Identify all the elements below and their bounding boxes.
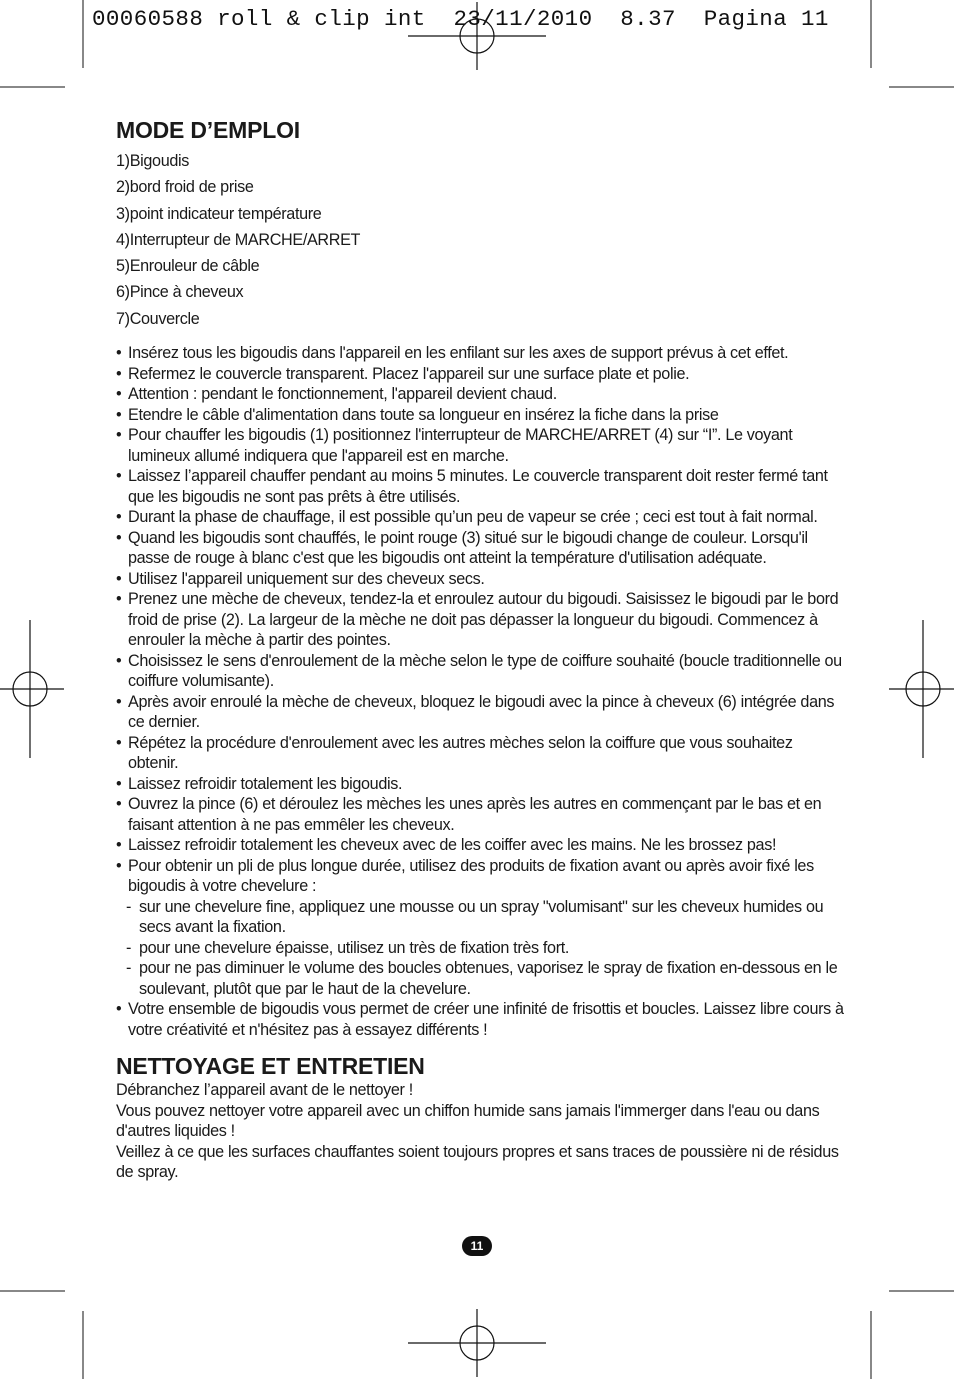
instruction-item: • Prenez une mèche de cheveux, tendez-la et enroulez autour du bigoudi. Saisissez le bigoudi par le bord froid de prise (2). La largeur de la mèche ne doit pas dépasser la longueur du bigoudi. Commencez à enrouler la mèche à partir des pointes.: [116, 589, 844, 651]
cleaning-text: [116, 1080, 844, 1183]
instruction-item: • Laissez l’appareil chauffer pendant au moins 5 minutes. Le couvercle transparent doit rester fermé tant que les bigoudis ne sont pas prêts à être utilisés.: [116, 466, 844, 507]
instruction-item: • Choisissez le sens d'enroulement de la mèche selon le type de coiffure souhaité (boucle traditionnelle ou coiffure volumisante).: [116, 651, 844, 692]
section-title-nettoyage: NETTOYAGE ET ENTRETIEN: [116, 1053, 425, 1080]
instruction-item: • Laissez refroidir totalement les bigoudis.: [116, 774, 844, 795]
instruction-item: • Durant la phase de chauffage, il est possible qu’un peu de vapeur se crée ; ceci est tout à fait normal.: [116, 507, 844, 528]
page-content: [116, 116, 844, 1183]
registration-mark-right: [889, 620, 954, 758]
page-number-badge: 11: [462, 1236, 492, 1256]
cleaning-paragraph: Débranchez l’appareil avant de le nettoyer !: [116, 1081, 413, 1100]
instruction-item: • Répétez la procédure d'enroulement avec les autres mèches selon la coiffure que vous souhaitez obtenir.: [116, 733, 844, 774]
parts-list-item: 2)bord froid de prise: [116, 178, 254, 197]
print-slug: 00060588 roll & clip int 23/11/2010 8.37 Pagina 11: [92, 6, 829, 32]
parts-list-item: 6)Pince à cheveux: [116, 283, 244, 302]
parts-list: [116, 148, 844, 332]
instruction-item: • Utilisez l'appareil uniquement sur des cheveux secs.: [116, 569, 844, 590]
instruction-item: • Pour chauffer les bigoudis (1) positionnez l'interrupteur de MARCHE/ARRET (4) sur “I”. Le voyant lumineux allumé indiquera que l'appareil est en marche.: [116, 425, 844, 466]
parts-list-item: 4)Interrupteur de MARCHE/ARRET: [116, 230, 361, 249]
fixation-sub-list: [116, 897, 844, 1000]
parts-list-item: 1)Bigoudis: [116, 152, 189, 170]
parts-list-item: 5)Enrouleur de câble: [116, 257, 260, 276]
sub-list-container: [116, 897, 844, 1000]
sub-list-item: - pour ne pas diminuer le volume des boucles obtenues, vaporisez le spray de fixation en-dessous en le soulevant, plutôt que par le haut de la chevelure.: [116, 958, 844, 999]
registration-mark-bottom: [408, 1309, 546, 1377]
instruction-item: • Refermez le couvercle transparent. Placez l'appareil sur une surface plate et polie.: [116, 364, 844, 385]
sub-list-item: - pour une chevelure épaisse, utilisez un très de fixation très fort.: [116, 938, 844, 959]
instruction-item: • Pour obtenir un pli de plus longue durée, utilisez des produits de fixation avant ou après avoir fixé les bigoudis à votre chevelure :: [116, 856, 844, 897]
cleaning-paragraph: Vous pouvez nettoyer votre appareil avec un chiffon humide sans jamais l'immerger dans l'eau ou dans d'autres liquides !: [116, 1101, 820, 1141]
section-title-mode-emploi: MODE D’EMPLOI: [116, 117, 300, 143]
instruction-item: • Attention : pendant le fonctionnement, l'appareil devient chaud.: [116, 384, 844, 405]
cleaning-paragraph: Veillez à ce que les surfaces chauffantes soient toujours propres et sans traces de poussière ni de résidus de spray.: [116, 1142, 839, 1182]
instruction-item: • Etendre le câble d'alimentation dans toute sa longueur en insérez la fiche dans la prise: [116, 405, 844, 426]
registration-mark-left: [0, 620, 64, 758]
sub-list-item: - sur une chevelure fine, appliquez une mousse ou un spray "volumisant" sur les cheveux humides ou secs avant la fixation.: [116, 897, 844, 938]
instruction-item: • Votre ensemble de bigoudis vous permet de créer une infinité de frisottis et boucles. Laissez libre cours à votre créativité et n'hésitez pas à essayez différents !: [116, 999, 844, 1040]
parts-list-item: 3)point indicateur température: [116, 204, 322, 223]
parts-list-item: 7)Couvercle: [116, 309, 200, 328]
instruction-item: • Ouvrez la pince (6) et déroulez les mèches les unes après les autres en commençant par le bas et en faisant attention à ne pas emmêler les cheveux.: [116, 794, 844, 835]
instruction-item: • Insérez tous les bigoudis dans l'appareil en les enfilant sur les axes de support prévus à cet effet.: [116, 343, 844, 364]
instructions-list: [116, 343, 844, 1040]
instruction-item: • Après avoir enroulé la mèche de cheveux, bloquez le bigoudi avec la pince à cheveux (6) intégrée dans ce dernier.: [116, 692, 844, 733]
instruction-item: • Quand les bigoudis sont chauffés, le point rouge (3) situé sur le bigoudi change de couleur. Lorsqu'il passe de rouge à blanc c'est que les bigoudis ont atteint la température d'utilisation adéquate.: [116, 528, 844, 569]
instruction-item: • Laissez refroidir totalement les cheveux avec de les coiffer avec les mains. Ne les brossez pas!: [116, 835, 844, 856]
